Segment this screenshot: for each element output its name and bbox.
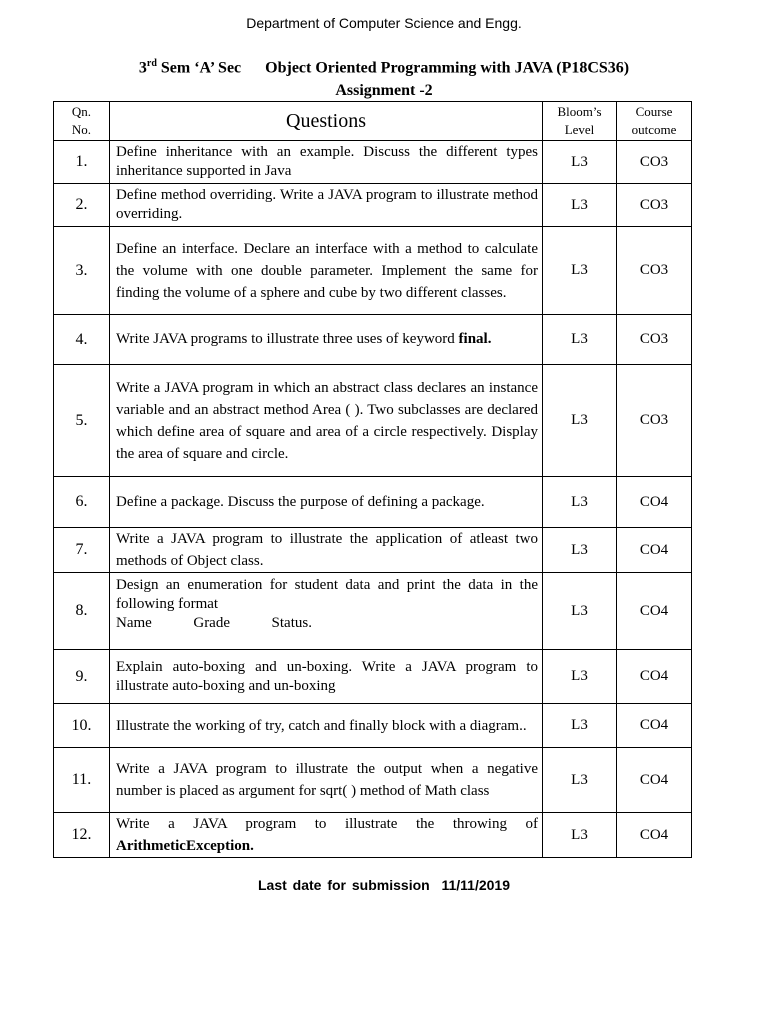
header-blooms-level: Bloom’s Level	[543, 102, 617, 141]
questions-table	[53, 101, 692, 858]
course-name: Sem ‘A’ Sec Object Oriented Programming with JAVA (P18CS36)	[156, 59, 630, 77]
question-text: Explain auto-boxing and un-boxing. Write a JAVA program to illustrate auto-boxing and un-boxing	[110, 650, 543, 704]
blooms-level: L3	[543, 704, 617, 748]
data-format-line	[116, 614, 312, 633]
blooms-level: L3	[543, 813, 617, 858]
blooms-level: L3	[543, 748, 617, 813]
table-row	[54, 528, 692, 573]
table-row	[54, 573, 692, 650]
table-row	[54, 141, 692, 184]
table-row	[54, 748, 692, 813]
question-number: 12.	[54, 813, 110, 858]
question-text: Write a JAVA program to illustrate the application of atleast two methods of Object class.	[110, 528, 543, 573]
table-row	[54, 813, 692, 858]
header-qn-no: Qn. No.	[54, 102, 110, 141]
question-text: Define a package. Discuss the purpose of defining a package.	[110, 477, 543, 528]
header-course-outcome: Course outcome	[617, 102, 692, 141]
table-row	[54, 650, 692, 704]
blooms-level: L3	[543, 315, 617, 365]
course-outcome: CO4	[617, 704, 692, 748]
blooms-level: L3	[543, 365, 617, 477]
table-row	[54, 477, 692, 528]
blooms-level: L3	[543, 528, 617, 573]
question-number: 1.	[54, 141, 110, 184]
course-outcome: CO3	[617, 227, 692, 315]
sem-suffix: rd	[146, 58, 157, 69]
question-text: Illustrate the working of try, catch and finally block with a diagram..	[110, 704, 543, 748]
question-number: 2.	[54, 184, 110, 227]
blooms-level: L3	[543, 477, 617, 528]
deadline-label: Last date for submission	[257, 877, 430, 893]
format-status: Status.	[271, 614, 312, 631]
table-row	[54, 227, 692, 315]
sem-number: 3	[138, 59, 147, 77]
table-row	[54, 184, 692, 227]
course-title	[0, 58, 768, 77]
deadline-date: 11/11/2019	[441, 877, 510, 893]
question-number: 10.	[54, 704, 110, 748]
question-number: 4.	[54, 315, 110, 365]
course-outcome: CO4	[617, 748, 692, 813]
course-outcome: CO4	[617, 573, 692, 650]
table-row	[54, 315, 692, 365]
format-name: Name	[116, 614, 152, 631]
blooms-level: L3	[543, 650, 617, 704]
question-number: 3.	[54, 227, 110, 315]
question-text: Define an interface. Declare an interface with a method to calculate the volume with one double parameter. Implement the same for finding the volume of a sphere and cube by two different classes.	[110, 227, 543, 315]
question-number: 7.	[54, 528, 110, 573]
department-title: Department of Computer Science and Engg.	[246, 15, 522, 31]
course-outcome: CO3	[617, 184, 692, 227]
table-row	[54, 365, 692, 477]
keyword-arithmetic-exception: ArithmeticException.	[116, 838, 254, 854]
course-outcome: CO4	[617, 477, 692, 528]
question-number: 11.	[54, 748, 110, 813]
question-text: Define method overriding. Write a JAVA program to illustrate method overriding.	[110, 184, 543, 227]
course-outcome: CO4	[617, 650, 692, 704]
format-grade: Grade	[193, 614, 231, 631]
question-text: Write a JAVA program to illustrate the throwing of ArithmeticException.	[110, 813, 543, 858]
course-outcome: CO4	[617, 813, 692, 858]
blooms-level: L3	[543, 184, 617, 227]
question-number: 5.	[54, 365, 110, 477]
question-text: Define inheritance with an example. Discuss the different types inheritance supported in Java	[110, 141, 543, 184]
assignment-title: Assignment -2	[335, 82, 433, 99]
question-number: 6.	[54, 477, 110, 528]
question-number: 8.	[54, 573, 110, 650]
question-text: Write a JAVA program to illustrate the output when a negative number is placed as argument for sqrt( ) method of Math class	[110, 748, 543, 813]
blooms-level: L3	[543, 141, 617, 184]
table-row	[54, 704, 692, 748]
question-text: Write a JAVA program in which an abstract class declares an instance variable and an abstract method Area ( ). Two subclasses are declared which define area of square and area of a circle respectively. Display the area of square and circle.	[110, 365, 543, 477]
blooms-level: L3	[543, 227, 617, 315]
question-prompt: Design an enumeration for student data and print the data in the following format	[116, 576, 538, 612]
question-number: 9.	[54, 650, 110, 704]
table-header-row	[54, 102, 692, 141]
course-outcome: CO4	[617, 528, 692, 573]
course-outcome: CO3	[617, 315, 692, 365]
course-outcome: CO3	[617, 141, 692, 184]
keyword-final: final.	[458, 331, 492, 347]
question-text: Write JAVA programs to illustrate three uses of keyword final.	[110, 315, 543, 365]
blooms-level: L3	[543, 573, 617, 650]
course-outcome: CO3	[617, 365, 692, 477]
submission-deadline	[0, 877, 768, 893]
header-questions: Questions	[110, 102, 543, 141]
question-text	[110, 573, 543, 650]
